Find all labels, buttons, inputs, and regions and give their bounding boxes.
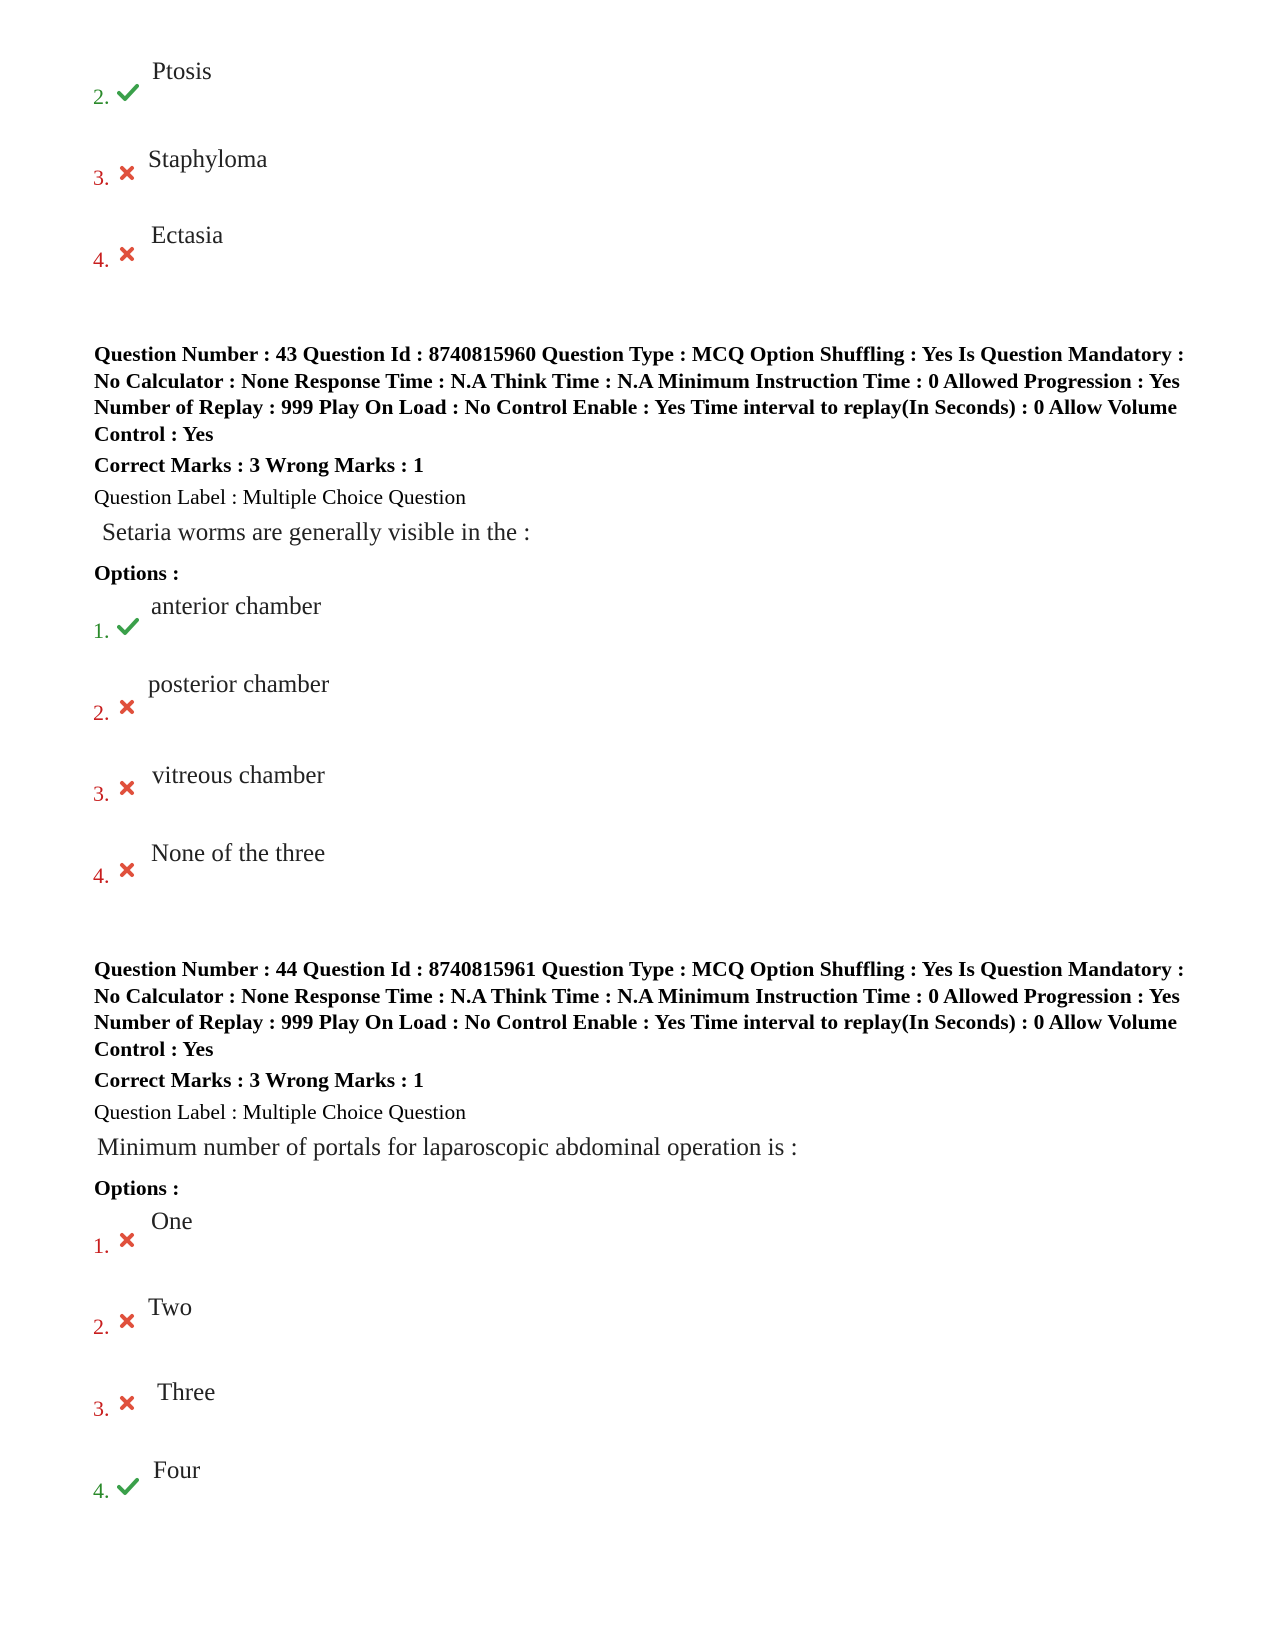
question-meta: Question Number : 44 Question Id : 8740815961 Question Type : MCQ Option Shuffling : Yes Is Question Mandatory : No Calculator : None Response Time : N.A Think Time : N.A Minimum Instruction Time : 0 Allowed Progression : Yes Number of Replay : 999 Play On Load : No Control Enable : Yes Time interval to replay(In Seconds) : 0 Allow Volume Control : Yes bbox=[94, 957, 1185, 1061]
option-number: 3. bbox=[93, 165, 110, 190]
option-number: 2. bbox=[93, 84, 110, 109]
question-block-44 bbox=[94, 956, 1214, 1201]
cross-icon bbox=[117, 164, 139, 184]
option-text: Three bbox=[157, 1379, 216, 1406]
question-text: Minimum number of portals for laparoscopic abdominal operation is : bbox=[97, 1134, 798, 1161]
question-marks: Correct Marks : 3 Wrong Marks : 1 bbox=[94, 453, 424, 477]
option-text: vitreous chamber bbox=[152, 762, 325, 789]
option-text: Two bbox=[148, 1294, 193, 1321]
option-number: 3. bbox=[93, 1396, 110, 1421]
option-number: 2. bbox=[93, 700, 110, 725]
options-label: Options : bbox=[94, 1176, 180, 1200]
question-meta: Question Number : 43 Question Id : 8740815960 Question Type : MCQ Option Shuffling : Yes Is Question Mandatory : No Calculator : None Response Time : N.A Think Time : N.A Minimum Instruction Time : 0 Allowed Progression : Yes Number of Replay : 999 Play On Load : No Control Enable : Yes Time interval to replay(In Seconds) : 0 Allow Volume Control : Yes bbox=[94, 342, 1185, 446]
option-text: Four bbox=[153, 1457, 201, 1484]
option-text: None of the three bbox=[151, 840, 326, 867]
question-text: Setaria worms are generally visible in the : bbox=[102, 519, 531, 546]
option-text: One bbox=[151, 1208, 193, 1235]
option-number: 2. bbox=[93, 1314, 110, 1339]
option-number: 4. bbox=[93, 863, 110, 888]
cross-icon bbox=[117, 861, 139, 881]
cross-icon bbox=[117, 245, 139, 265]
cross-icon bbox=[117, 1312, 139, 1332]
check-icon bbox=[117, 1476, 139, 1496]
question-block-43 bbox=[94, 341, 1214, 586]
cross-icon bbox=[117, 698, 139, 718]
cross-icon bbox=[117, 1231, 139, 1251]
question-label: Question Label : Multiple Choice Question bbox=[94, 1100, 467, 1124]
option-number: 4. bbox=[93, 247, 110, 272]
option-text: Staphyloma bbox=[148, 146, 268, 173]
option-text: posterior chamber bbox=[148, 671, 330, 698]
question-label: Question Label : Multiple Choice Question bbox=[94, 485, 467, 509]
option-text: anterior chamber bbox=[151, 593, 322, 620]
option-number: 1. bbox=[93, 1233, 110, 1258]
cross-icon bbox=[117, 1394, 139, 1414]
cross-icon bbox=[117, 779, 139, 799]
options-label: Options : bbox=[94, 561, 180, 585]
check-icon bbox=[117, 82, 139, 102]
option-number: 1. bbox=[93, 618, 110, 643]
option-number: 4. bbox=[93, 1478, 110, 1503]
option-text: Ectasia bbox=[151, 222, 224, 249]
question-marks: Correct Marks : 3 Wrong Marks : 1 bbox=[94, 1068, 424, 1092]
option-number: 3. bbox=[93, 781, 110, 806]
option-text: Ptosis bbox=[152, 58, 212, 85]
check-icon bbox=[117, 616, 139, 636]
